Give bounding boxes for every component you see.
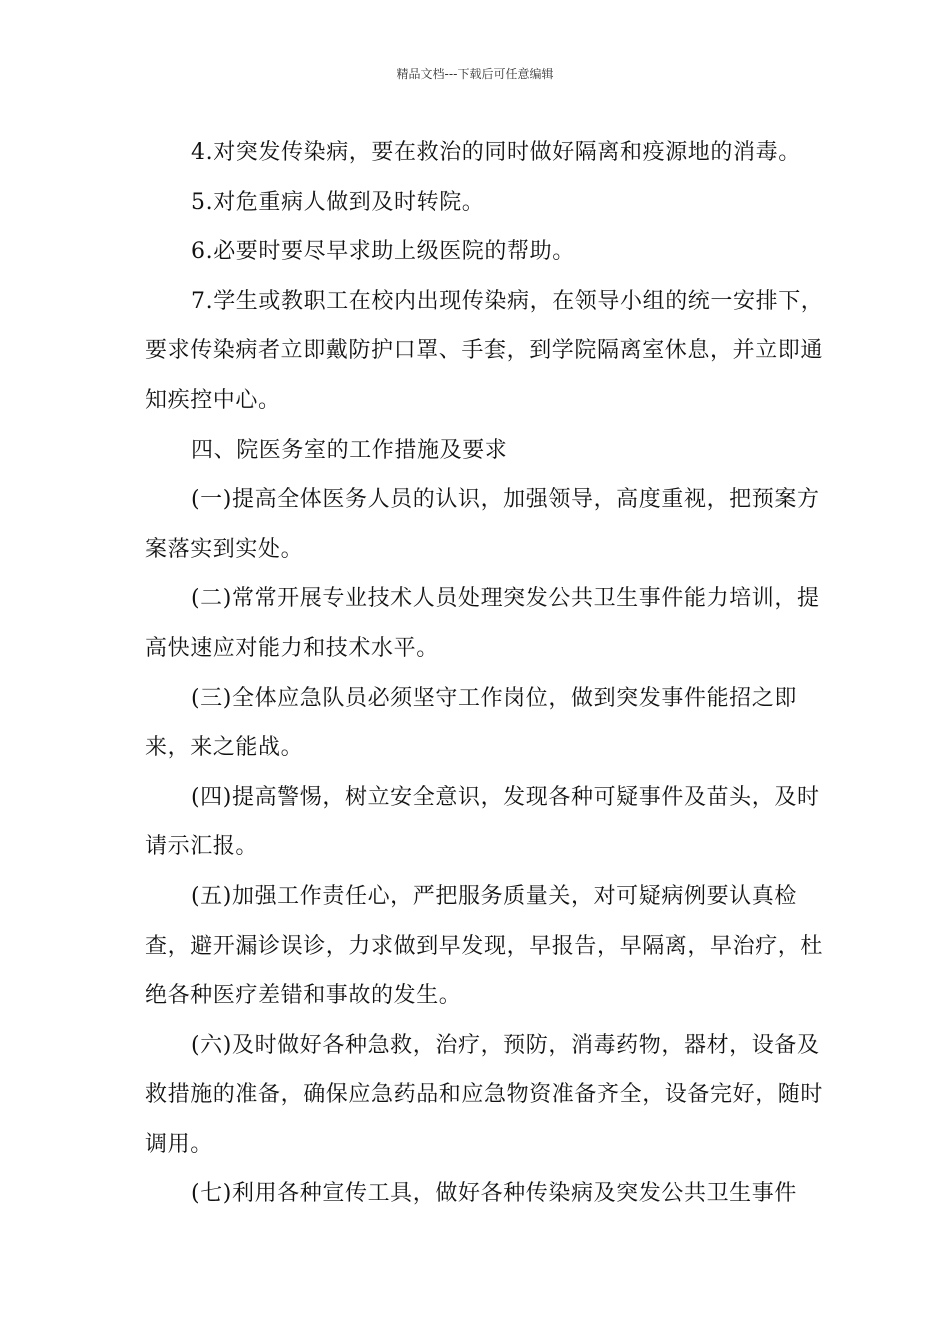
paragraph-6: 6.必要时要尽早求助上级医院的帮助。 (191, 239, 575, 265)
paragraph-7: 7.学生或教职工在校内出现传染病，在领导小组的统一安排下，要求传染病者立即戴防护口罩、手套，到学院隔离室休息，并立即通知疾控中心。 (145, 288, 824, 413)
page-header: 精品文档---下载后可任意编辑 (396, 67, 554, 81)
measure-5: (五)加强工作责任心，严把服务质量关，对可疑病例要认真检查，避开漏诊误诊，力求做到早发现，早报告，早隔离，早治疗，杜绝各种医疗差错和事故的发生。 (145, 883, 824, 1009)
measure-7: (七)利用各种宣传工具，做好各种传染病及突发公共卫生事件 (191, 1181, 797, 1207)
measure-1: (一)提高全体医务人员的认识，加强领导，高度重视，把预案方案落实到实处。 (145, 487, 820, 562)
document-body (145, 128, 825, 1219)
measure-4: (四)提高警惕，树立安全意识，发现各种可疑事件及苗头，及时请示汇报。 (145, 784, 820, 860)
measure-3: (三)全体应急队员必须坚守工作岗位，做到突发事件能招之即来，来之能战。 (145, 685, 797, 761)
section-heading-4: 四、院医务室的工作措施及要求 (191, 437, 508, 463)
measure-6: (六)及时做好各种急救，治疗，预防，消毒药物，器材，设备及救措施的准备，确保应急药品和应急物资准备齐全，设备完好，随时调用。 (145, 1032, 824, 1157)
measure-2: (二)常常开展专业技术人员处理突发公共卫生事件能力培训，提高快速应对能力和技术水平。 (145, 586, 820, 661)
paragraph-4: 4.对突发传染病，要在救治的同时做好隔离和疫源地的消毒。 (191, 140, 801, 165)
paragraph-5: 5.对危重病人做到及时转院。 (191, 189, 485, 215)
